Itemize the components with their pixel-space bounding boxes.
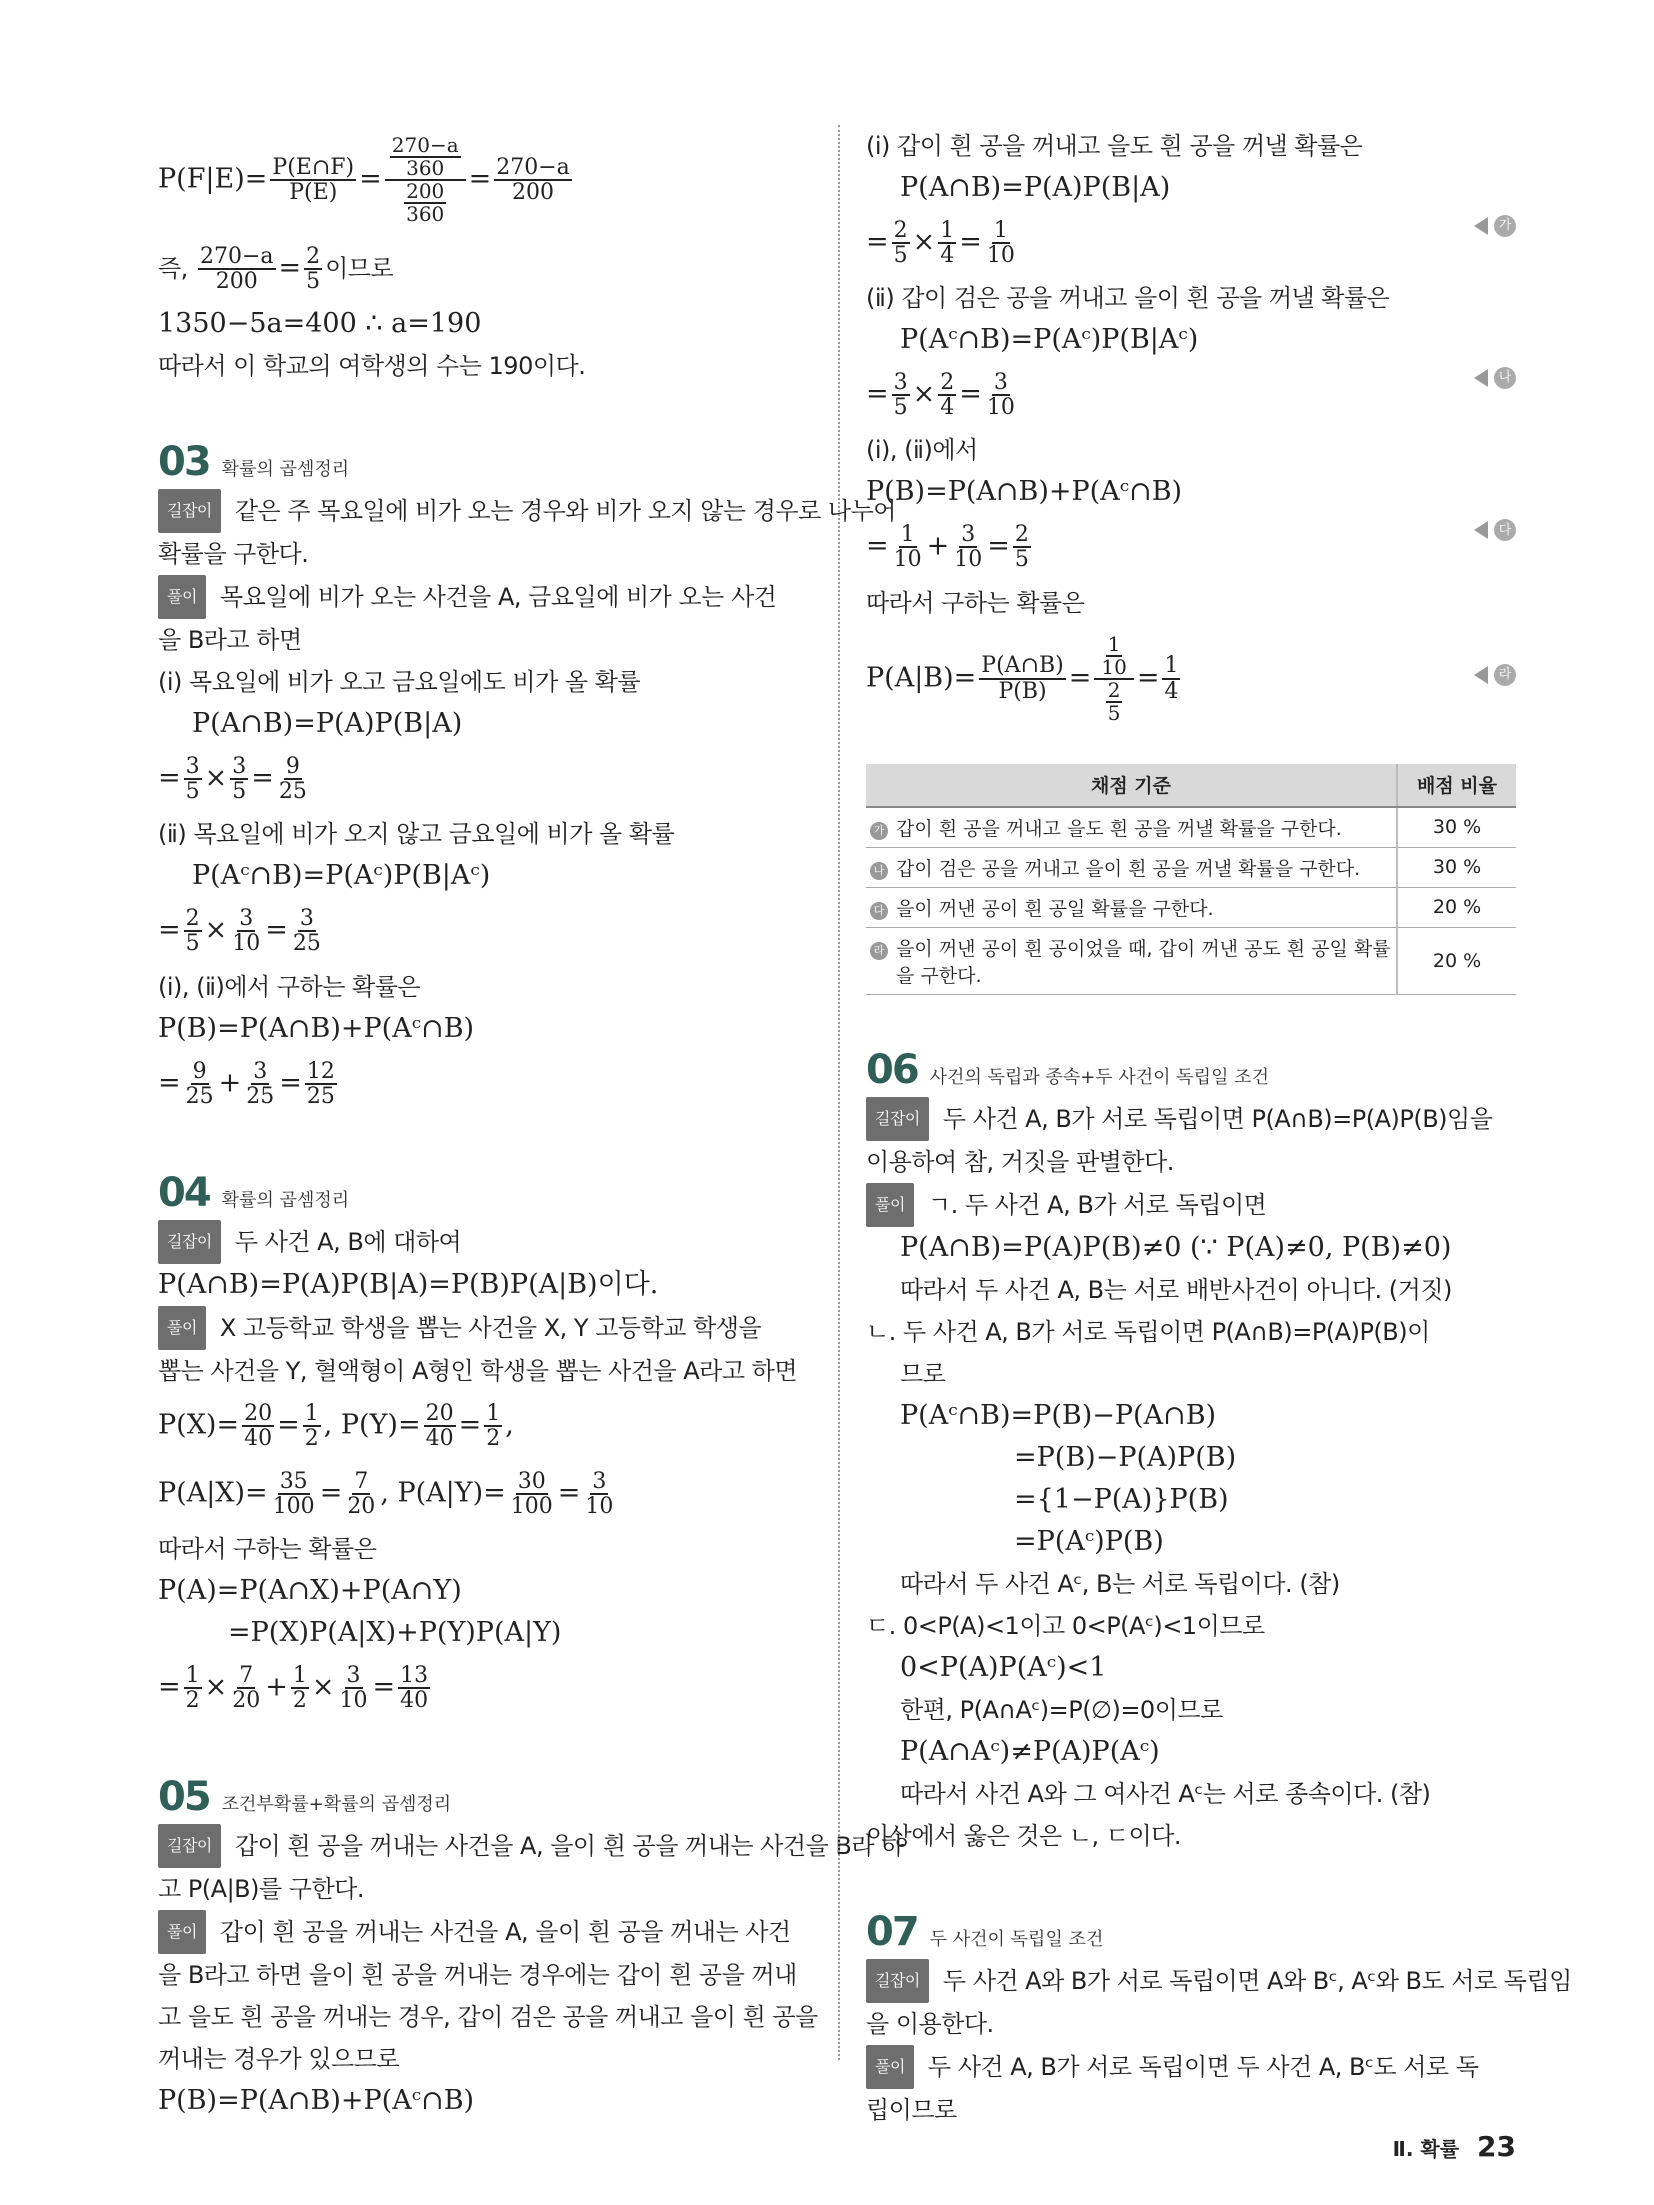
table-cell: 가 갑이 흰 공을 꺼내고 을도 흰 공을 꺼낼 확률을 구한다. (866, 807, 1397, 848)
text-line: 한편, P(A∩Aᶜ)=P(∅)=0이므로 (900, 1695, 1223, 1724)
compound-frac: $\frac{\frac{270-a}{360}}{\frac{200}{360}}$ (385, 135, 466, 225)
section-03-header (158, 439, 813, 485)
solution-line: 풀이 갑이 흰 공을 꺼내는 사건을 A, 을이 흰 공을 꺼내는 사건 (158, 1910, 813, 1954)
table-row (866, 927, 1516, 994)
equation: = $\frac{3}{5}$ × $\frac{3}{5}$ = $\frac{9}{25}$ (158, 754, 307, 805)
right-column (866, 125, 1572, 2131)
equation: 0<P(A)P(Aᶜ)<1 (900, 1651, 1107, 1683)
equation: P(B)=P(A∩B)+P(Aᶜ∩B) (158, 1012, 475, 1044)
section-07-header (866, 1909, 1516, 1955)
table-cell: 30 % (1397, 807, 1516, 848)
case-line: (ⅱ) 갑이 검은 공을 꺼내고 을이 흰 공을 꺼낼 확률은 (866, 284, 1390, 313)
solution-tag: 풀이 (866, 1183, 914, 1227)
frac: $\frac{270-a}{200}$ (496, 154, 570, 205)
text-line: 따라서 구하는 확률은 (158, 1535, 377, 1564)
equation: = $\frac{2}{5}$ × $\frac{1}{4}$ = $\frac{1}{10}$ 가 (866, 209, 1516, 277)
solution-line: 립이므로 (866, 2095, 957, 2124)
scoring-marker: 나 (1474, 367, 1516, 389)
solution-line: 뽑는 사건을 Y, 혈액형이 A형인 학생을 뽑는 사건을 A라고 하면 (158, 1356, 798, 1385)
section-title: 조건부확률+확률의 곱셈정리 (221, 1794, 452, 1816)
equation: = $\frac{3}{5}$ × $\frac{2}{4}$ = $\frac{3}{10}$ 나 (866, 361, 1516, 429)
guide-line: 고 P(A|B)를 구한다. (158, 1875, 364, 1904)
section-number: 06 (866, 1046, 918, 1093)
text-line: 므로 (900, 1359, 946, 1388)
page-number: 23 (1477, 2130, 1516, 2163)
guide-tag: 길잡이 (158, 489, 221, 533)
section-04-header (158, 1170, 813, 1216)
table-cell: 30 % (1397, 847, 1516, 887)
equation: P(B)=P(A∩B)+P(Aᶜ∩B) (866, 476, 1183, 508)
equation: = $\frac{1}{2}$ × $\frac{7}{20}$ + $\frac{1}{2}$ × $\frac{3}{10}$ = $\frac{13}{40}$ (158, 1663, 429, 1714)
conditional-prob-equation: P(F|E)= $\frac{P(E\cap F)}{P(E)}$ = $\frac{\frac{270-a}{360}}{\frac{200}{360}}$ = $\frac{270-a}{200}$ (158, 133, 570, 226)
section-number: 05 (158, 1774, 210, 1821)
table-header-row (866, 764, 1516, 807)
text-line: (ⅰ), (ⅱ)에서 (866, 436, 978, 465)
section-title: 확률의 곱셈정리 (221, 459, 350, 481)
equation: ={1−P(A)}P(B) (1014, 1483, 1229, 1515)
solution-line: 을 B라고 하면 (158, 626, 302, 655)
equation: P(A∩Aᶜ)≠P(A)P(Aᶜ) (900, 1735, 1160, 1767)
equation: = $\frac{9}{25}$ + $\frac{3}{25}$ = $\frac{12}{25}$ (158, 1058, 335, 1109)
guide-line: 확률을 구한다. (158, 540, 309, 569)
guide-line: 길잡이 두 사건 A, B에 대하여 (158, 1220, 813, 1264)
section-05-header (158, 1774, 813, 1820)
solution-line: 풀이 두 사건 A, B가 서로 독립이면 두 사건 A, Bᶜ도 서로 독 (866, 2045, 1516, 2089)
text-line: 따라서 두 사건 A, B는 서로 배반사건이 아니다. (거짓) (900, 1275, 1452, 1304)
section-number: 07 (866, 1908, 918, 1955)
solution-line: 풀이 ㄱ. 두 사건 A, B가 서로 독립이면 (866, 1183, 1516, 1227)
scoring-marker: 가 (1474, 215, 1516, 237)
chapter-label: Ⅱ. 확률 (1392, 2137, 1460, 2161)
column-divider (838, 125, 840, 2060)
table-row (866, 807, 1516, 848)
equation: = $\frac{1}{10}$ + $\frac{3}{10}$ = $\frac{2}{5}$ 다 (866, 513, 1516, 581)
section-title: 사건의 독립과 종속+두 사건이 독립일 조건 (929, 1066, 1269, 1088)
guide-tag: 길잡이 (158, 1220, 221, 1264)
section-06-header (866, 1047, 1516, 1093)
text-line: ㄴ. 두 사건 A, B가 서로 독립이면 P(A∩B)=P(A)P(B)이 (866, 1317, 1430, 1346)
equation: =P(B)−P(A)P(B) (1014, 1441, 1237, 1473)
triangle-left-icon (1474, 666, 1488, 684)
guide-line: P(A∩B)=P(A)P(B|A)=P(B)P(A|B)이다. (158, 1268, 659, 1300)
text-line: 즉, $\frac{270-a}{200}$ = $\frac{2}{5}$ 이므로 (158, 244, 394, 295)
equation: P(A|B)= $\frac{P(A\cap B)}{P(B)}$ = $\frac{\frac{1}{10}}{\frac{2}{5}}$ = $\frac{1}{4}$ 라 (866, 624, 1516, 734)
section-title: 두 사건이 독립일 조건 (929, 1928, 1104, 1950)
guide-tag: 길잡이 (866, 1959, 929, 2003)
equation: = $\frac{2}{5}$ × $\frac{3}{10}$ = $\frac{3}{25}$ (158, 906, 321, 957)
scoring-marker: 라 (1474, 664, 1516, 686)
section-number: 04 (158, 1169, 210, 1216)
case-line: (ⅰ) 갑이 흰 공을 꺼내고 을도 흰 공을 꺼낼 확률은 (866, 132, 1363, 160)
text-line: 따라서 이 학교의 여학생의 수는 190이다. (158, 352, 586, 381)
equation: P(A∩B)=P(A)P(B)≠0 (∵ P(A)≠0, P(B)≠0) (900, 1231, 1452, 1263)
text-line: ㄷ. 0<P(A)<1이고 0<P(Aᶜ)<1이므로 (866, 1611, 1265, 1640)
guide-line: 길잡이 갑이 흰 공을 꺼내는 사건을 A, 을이 흰 공을 꺼내는 사건을 B라 하 (158, 1824, 813, 1868)
table-cell: 나 갑이 검은 공을 꺼내고 을이 흰 공을 꺼낼 확률을 구한다. (866, 847, 1397, 887)
guide-line: 길잡이 두 사건 A와 B가 서로 독립이면 A와 Bᶜ, Aᶜ와 B도 서로 독립임 (866, 1959, 1516, 2003)
table-cell: 라 을이 꺼낸 공이 흰 공이었을 때, 갑이 꺼낸 공도 흰 공일 확률 을 구한다. (866, 927, 1397, 994)
scoring-marker: 다 (1474, 519, 1516, 541)
equation: P(Aᶜ∩B)=P(B)−P(A∩B) (900, 1399, 1217, 1431)
solution-tag: 풀이 (158, 1306, 206, 1350)
guide-line: 길잡이 같은 주 목요일에 비가 오는 경우와 비가 오지 않는 경우로 나누어 (158, 489, 813, 533)
triangle-left-icon (1474, 369, 1488, 387)
table-header: 배점 비율 (1397, 764, 1516, 807)
section-title: 확률의 곱셈정리 (221, 1189, 350, 1211)
equation: P(Aᶜ∩B)=P(Aᶜ)P(B|Aᶜ) (192, 860, 491, 892)
solution-tag: 풀이 (158, 575, 206, 619)
case-line: (ⅰ) 목요일에 비가 오고 금요일에도 비가 올 확률 (158, 668, 641, 697)
solution-line: 을 B라고 하면 을이 흰 공을 꺼내는 경우에는 갑이 흰 공을 꺼내 (158, 1961, 797, 1990)
equation: P(A|X)= $\frac{35}{100}$ = $\frac{7}{20}$ , P(A|Y)= $\frac{30}{100}$ = $\frac{3}{10}$ (158, 1468, 614, 1520)
page-footer (1393, 2130, 1516, 2163)
equation: =P(X)P(A|X)+P(Y)P(A|Y) (228, 1617, 562, 1649)
text-line: 따라서 사건 A와 그 여사건 Aᶜ는 서로 종속이다. (참) (900, 1779, 1431, 1808)
case-line: (ⅰ), (ⅱ)에서 구하는 확률은 (158, 972, 421, 1001)
table-cell: 20 % (1397, 927, 1516, 994)
guide-line: 을 이용한다. (866, 2009, 994, 2038)
equation: P(A)=P(A∩X)+P(A∩Y) (158, 1575, 462, 1607)
triangle-left-icon (1474, 217, 1488, 235)
solution-tag: 풀이 (158, 1910, 206, 1954)
equation: P(Aᶜ∩B)=P(Aᶜ)P(B|Aᶜ) (900, 324, 1199, 356)
table-cell: 다 을이 꺼낸 공이 흰 공일 확률을 구한다. (866, 887, 1397, 927)
guide-tag: 길잡이 (158, 1824, 221, 1868)
frac: $\frac{P(E\cap F)}{P(E)}$ (272, 154, 355, 205)
text-line: 따라서 구하는 확률은 (866, 588, 1085, 617)
solution-line: 풀이 X 고등학교 학생을 뽑는 사건을 X, Y 고등학교 학생을 (158, 1306, 813, 1350)
equation: P(A∩B)=P(A)P(B|A) (192, 708, 463, 740)
text-line: 1350−5a=400 ∴ a=190 (158, 308, 482, 340)
scoring-table (866, 764, 1516, 995)
triangle-left-icon (1474, 521, 1488, 539)
guide-line: 이용하여 참, 거짓을 판별한다. (866, 1147, 1174, 1176)
section-number: 03 (158, 439, 210, 486)
table-row (866, 887, 1516, 927)
equation: P(X)= $\frac{20}{40}$ = $\frac{1}{2}$ , P(Y)= $\frac{20}{40}$ = $\frac{1}{2}$ , (158, 1400, 514, 1451)
solution-line: 고 을도 흰 공을 꺼내는 경우, 갑이 검은 공을 꺼내고 을이 흰 공을 (158, 2003, 818, 2032)
table-row (866, 847, 1516, 887)
equation: =P(Aᶜ)P(B) (1014, 1525, 1164, 1557)
table-header: 채점 기준 (866, 764, 1397, 807)
case-line: (ⅱ) 목요일에 비가 오지 않고 금요일에 비가 올 확률 (158, 820, 675, 849)
solution-tag: 풀이 (866, 2045, 914, 2089)
solution-line: 꺼내는 경우가 있으므로 (158, 2045, 400, 2074)
eq-lhs: P(F|E)= (158, 163, 268, 195)
equation: P(B)=P(A∩B)+P(Aᶜ∩B) (158, 2085, 475, 2117)
solution-line: 풀이 목요일에 비가 오는 사건을 A, 금요일에 비가 오는 사건 (158, 575, 813, 619)
guide-tag: 길잡이 (866, 1097, 929, 1141)
guide-line: 길잡이 두 사건 A, B가 서로 독립이면 P(A∩B)=P(A)P(B)임을 (866, 1097, 1516, 1141)
equation: P(A∩B)=P(A)P(B|A) (900, 172, 1171, 203)
table-cell: 20 % (1397, 887, 1516, 927)
conclusion-line: 이상에서 옳은 것은 ㄴ, ㄷ이다. (866, 1821, 1181, 1850)
text-line: 따라서 두 사건 Aᶜ, B는 서로 독립이다. (참) (900, 1569, 1340, 1598)
